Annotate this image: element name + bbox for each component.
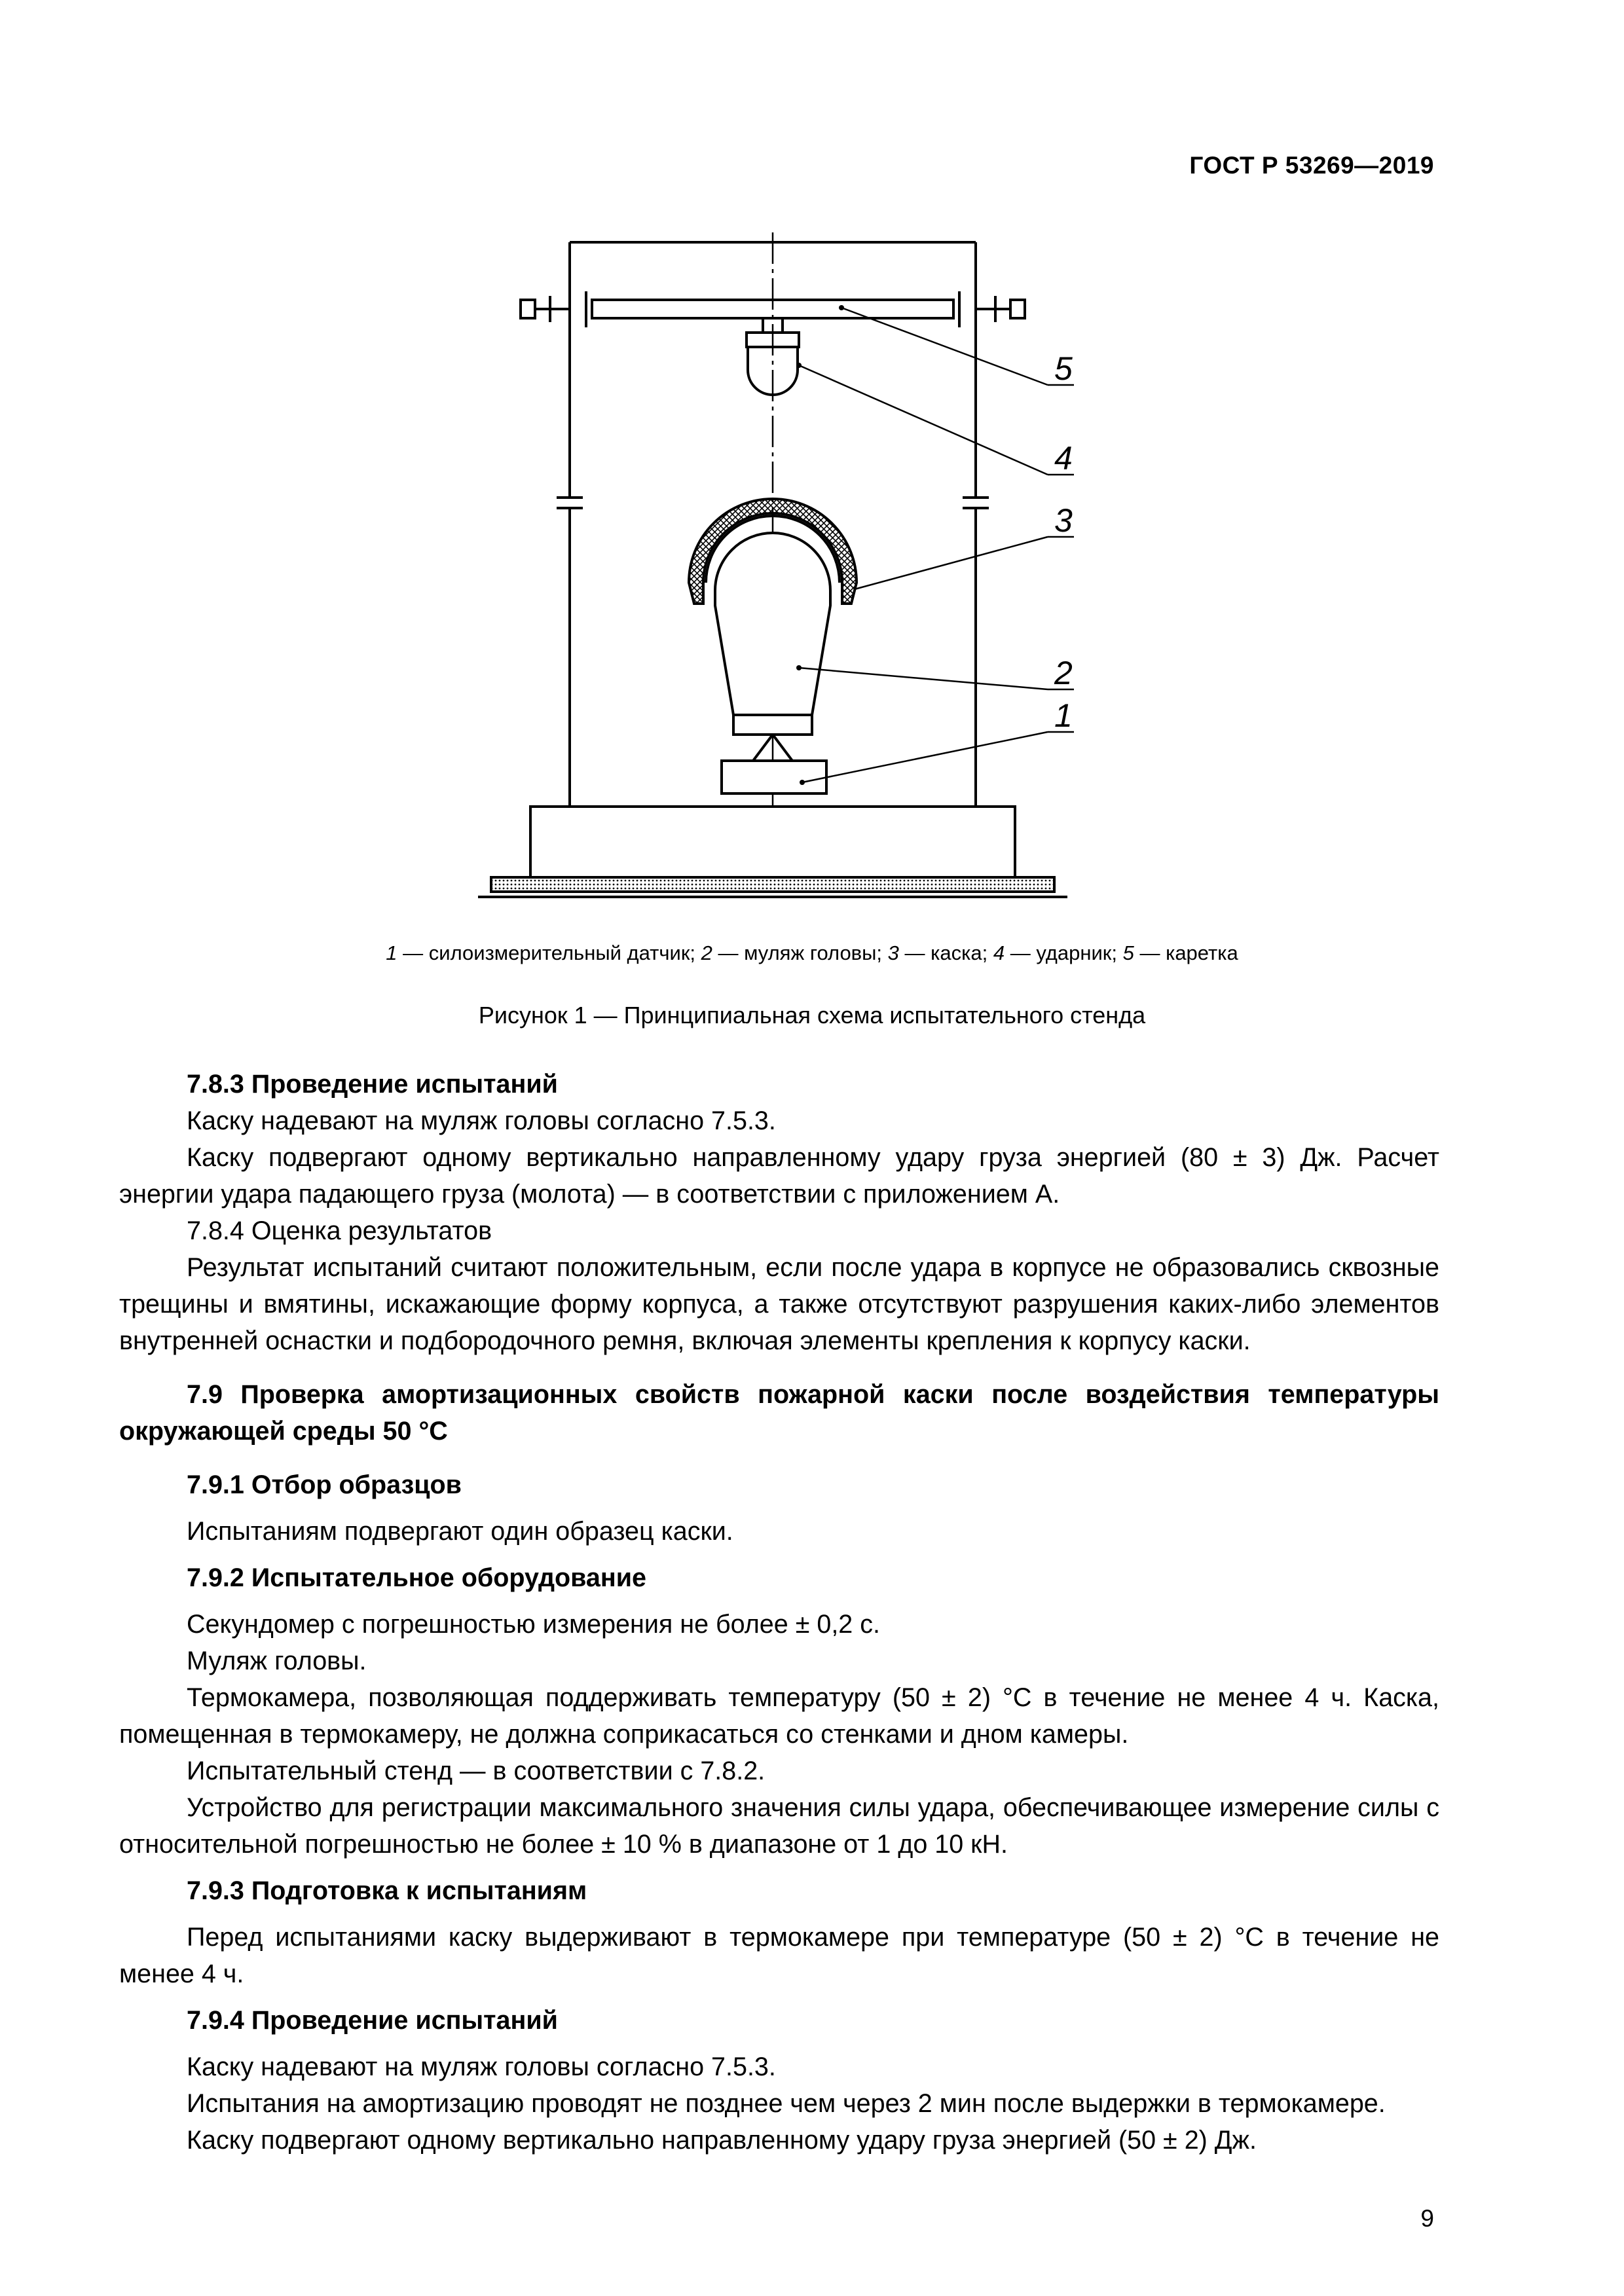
paragraph: Муляж головы.: [187, 1647, 367, 1675]
paragraph: Каску подвергают одному вертикально направленному удару груза энергией (50 ± 2) Дж.: [187, 2126, 1257, 2155]
test-stand-figure: [458, 223, 1113, 917]
legend-text: — каретка: [1134, 941, 1238, 964]
standard-header: ГОСТ Р 53269—2019: [1189, 152, 1434, 179]
paragraph: Каску надевают на муляж головы согласно 7.5.3.: [187, 2052, 776, 2081]
callout-1: 1: [1054, 697, 1073, 734]
paragraph: Перед испытаниями каску выдерживают в термокамере при температуре (50 ± 2) °С в течение не менее 4 ч.: [119, 1923, 1439, 1988]
legend-text: — каска;: [898, 941, 993, 964]
legend-num: 5: [1122, 941, 1134, 964]
paragraph: Испытаниям подвергают один образец каски.: [187, 1517, 733, 1546]
subheading-7-8-4: 7.8.4 Оценка результатов: [187, 1216, 492, 1245]
heading-7-9-4: 7.9.4 Проведение испытаний: [187, 2006, 558, 2035]
paragraph: Термокамера, позволяющая поддерживать температуру (50 ± 2) °С в течение не менее 4 ч. Каска, помещенная в термокамеру, не должна соприкасаться со стенками и дном камеры.: [119, 1683, 1439, 1749]
legend-num: 2: [701, 941, 712, 964]
heading-7-8-3: 7.8.3 Проведение испытаний: [187, 1070, 558, 1099]
head-form: [715, 533, 830, 761]
heading-7-9-3: 7.9.3 Подготовка к испытаниям: [187, 1876, 587, 1905]
legend-text: — муляж головы;: [712, 941, 888, 964]
callout-5: 5: [1054, 350, 1073, 387]
heading-7-9-2: 7.9.2 Испытательное оборудование: [187, 1563, 646, 1592]
force-sensor: [722, 761, 826, 793]
paragraph: Секундомер с погрешностью измерения не более ± 0,2 с.: [187, 1610, 880, 1639]
callout-4: 4: [1054, 440, 1073, 477]
figure-title: Рисунок 1 — Принципиальная схема испытательного стенда: [478, 1002, 1146, 1029]
paragraph: Устройство для регистрации максимального значения силы удара, обеспечивающее измерение силы с относительной погрешностью не более ± 10 % в диапазоне от 1 до 10 кН.: [119, 1793, 1439, 1859]
page-number: 9: [1420, 2205, 1434, 2232]
legend-text: — ударник;: [1005, 941, 1123, 964]
document-body: [119, 1066, 1439, 2159]
paragraph: Каску подвергают одному вертикально направленному удару груза энергией (80 ± 3) Дж. Расчет энергии удара падающего груза (молота) — в соответствии с приложением А.: [119, 1143, 1439, 1209]
base: [478, 807, 1067, 897]
heading-7-9-1: 7.9.1 Отбор образцов: [187, 1470, 462, 1499]
legend-text: — силоизмерительный датчик;: [397, 941, 701, 964]
legend-num: 3: [887, 941, 899, 964]
callout-3: 3: [1054, 502, 1073, 539]
legend-num: 1: [386, 941, 397, 964]
test-stand-diagram: [458, 223, 1113, 917]
paragraph: Каску надевают на муляж головы согласно 7.5.3.: [187, 1106, 776, 1135]
figure-legend: [0, 941, 1624, 965]
paragraph: Испытания на амортизацию проводят не позднее чем через 2 мин после выдержки в термокамере.: [187, 2089, 1386, 2118]
paragraph: Испытательный стенд — в соответствии с 7.8.2.: [187, 1757, 766, 1785]
paragraph: Результат испытаний считают положительным, если после удара в корпусе не образовались сквозные трещины и вмятины, искажающие форму корпуса, а также отсутствуют разрушения каких-либо элементов внутренней оснастки и подбородочного ремня, включая элементы крепления к корпусу каски.: [119, 1253, 1439, 1355]
heading-7-9: 7.9 Проверка амортизационных свойств пожарной каски после воздействия температуры окружающей среды 50 °С: [119, 1380, 1439, 1446]
callout-2: 2: [1054, 655, 1073, 691]
legend-num: 4: [993, 941, 1005, 964]
